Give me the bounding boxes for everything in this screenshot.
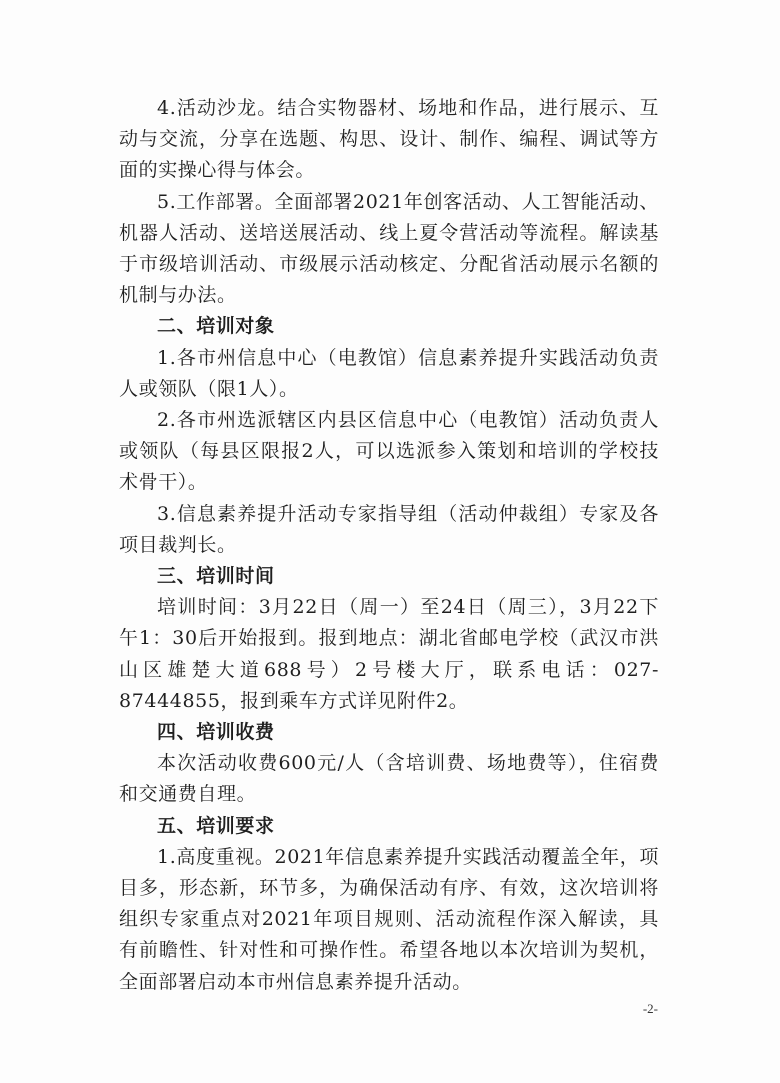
section-heading-training-targets: 二、培训对象 bbox=[157, 315, 275, 338]
page-number: -2- bbox=[642, 1001, 658, 1016]
paragraph-target-1: 1.各市州信息中心（电教馆）信息素养提升实践活动负责人或领队（限1人）。 bbox=[119, 346, 659, 400]
section-heading-training-time: 三、培训时间 bbox=[157, 565, 275, 588]
paragraph-salon: 4.活动沙龙。结合实物器材、场地和作品，进行展示、互动与交流，分享在选题、构思、设计、制作、编程、调试等方面的实操心得与体会。 bbox=[119, 97, 659, 182]
section-heading-training-fee: 四、培训收费 bbox=[157, 721, 275, 744]
paragraph-work-deployment: 5.工作部署。全面部署2021年创客活动、人工智能活动、机器人活动、送培送展活动、线上夏令营活动等流程。解读基于市级培训活动、市级展示活动核定、分配省活动展示名额的机制与办法。 bbox=[119, 190, 659, 307]
paragraph-target-2: 2.各市州选派辖区内县区信息中心（电教馆）活动负责人或领队（每县区限报2人，可以选派参入策划和培训的学校技术骨干）。 bbox=[119, 409, 659, 494]
paragraph-target-3: 3.信息素养提升活动专家指导组（活动仲裁组）专家及各项目裁判长。 bbox=[119, 502, 659, 556]
paragraph-training-time: 培训时间：3月22日（周一）至24日（周三），3月22下午1：30后开始报到。报到地点：湖北省邮电学校（武汉市洪山区雄楚大道688号）2号楼大厅，联系电话：027-87444855，报到乘车方式详见附件2。 bbox=[119, 596, 659, 712]
paragraph-training-fee: 本次活动收费600元/人（含培训费、场地费等），住宿费和交通费自理。 bbox=[119, 752, 659, 806]
paragraph-requirement-1: 1.高度重视。2021年信息素养提升实践活动覆盖全年，项目多，形态新，环节多，为确保活动有序、有效，这次培训将组织专家重点对2021年项目规则、活动流程作深入解读，具有前瞻性、针对性和可操作性。希望各地以本次培训为契机，全面部署启动本市州信息素养提升活动。 bbox=[119, 845, 659, 993]
document-body bbox=[119, 93, 659, 998]
section-heading-training-requirements: 五、培训要求 bbox=[157, 814, 275, 837]
